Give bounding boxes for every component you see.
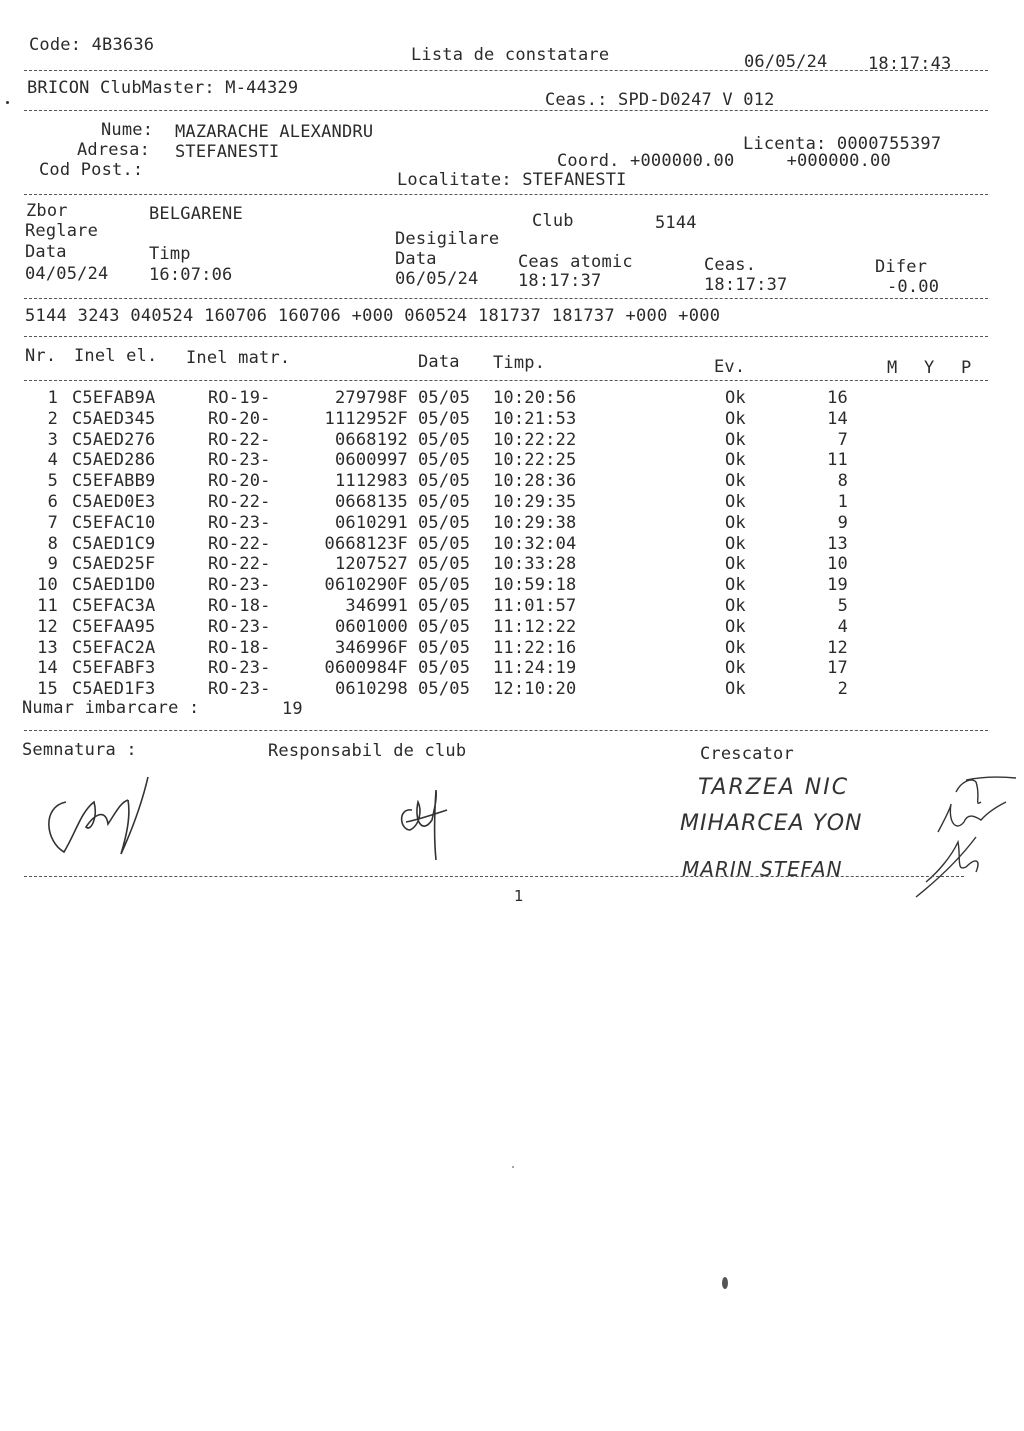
address-label: Adresa:: [77, 140, 151, 160]
table-cell-date: 05/05: [418, 575, 471, 596]
difer-value: -0.00: [887, 277, 940, 297]
table-cell-matr: 0600997: [334, 450, 408, 471]
table-cell-val: 10: [827, 554, 848, 575]
table-cell-time: 12:10:20: [493, 679, 577, 700]
table-cell-pre: RO-23-: [208, 658, 271, 679]
code-line: 5144 3243 040524 160706 160706 +000 060524 181737 181737 +000 +000: [25, 306, 721, 326]
table-cell-date: 05/05: [418, 429, 471, 450]
postcode-label: Cod Post.:: [39, 160, 144, 180]
signature-scribble: [36, 772, 166, 862]
table-cell-time: 10:29:38: [493, 512, 577, 533]
table-cell-val: 7: [837, 429, 848, 450]
table-cell-nr: 11: [37, 596, 58, 616]
table-cell-val: 8: [837, 471, 848, 492]
table-cell-date: 05/05: [418, 408, 471, 429]
club-signature: [392, 780, 462, 870]
license: Licenta: 0000755397: [743, 134, 942, 154]
table-cell-nr: 1: [47, 388, 58, 408]
table-cell-date: 05/05: [418, 388, 471, 408]
table-cell-time: 11:24:19: [493, 658, 577, 679]
table-cell-pre: RO-18-: [208, 637, 271, 658]
table-cell-el: C5EFAC3A: [72, 596, 156, 616]
table-cell-el: C5EFAA95: [72, 616, 156, 637]
table-cell-matr: 1112952F: [324, 408, 408, 429]
speck: [722, 1277, 728, 1289]
table-cell-pre: RO-23-: [208, 512, 271, 533]
table-cell-pre: RO-22-: [208, 533, 271, 554]
club-label: Club: [532, 211, 574, 231]
table-cell-el: C5EFABB9: [72, 471, 156, 492]
table-cell-status: Ok: [725, 429, 746, 450]
table-row: [0, 633, 1000, 658]
table-cell-el: C5AED25F: [72, 554, 156, 575]
table-cell-nr: 2: [47, 408, 58, 429]
table-cell-el: C5EFAC2A: [72, 637, 156, 658]
table-cell-val: 14: [827, 408, 848, 429]
table-cell-el: C5EFABF3: [72, 658, 156, 679]
owner-address: STEFANESTI: [175, 142, 280, 162]
divider: [24, 336, 988, 337]
table-cell-pre: RO-23-: [208, 616, 271, 637]
col-header-y: Y: [924, 358, 935, 378]
table-cell-val: 16: [827, 388, 848, 408]
speck: [512, 1166, 514, 1168]
table-cell-matr: 279798F: [334, 388, 408, 408]
table-cell-date: 05/05: [418, 658, 471, 679]
table-cell-pre: RO-20-: [208, 408, 271, 429]
table-cell-val: 11: [827, 450, 848, 471]
table-cell-date: 05/05: [418, 492, 471, 512]
table-cell-el: C5AED345: [72, 408, 156, 429]
divider: [24, 730, 988, 731]
table-row: [0, 511, 1000, 531]
table-row: [0, 552, 1000, 575]
table-cell-pre: RO-23-: [208, 575, 271, 596]
table-cell-date: 05/05: [418, 450, 471, 471]
system-id: BRICON ClubMaster: M-44329: [27, 78, 299, 98]
col-header-inel-el: Inel el.: [74, 346, 158, 366]
table-cell-status: Ok: [725, 471, 746, 492]
difer-label: Difer: [875, 257, 928, 277]
table-row: [0, 388, 1000, 408]
table-cell-el: C5AED1C9: [72, 533, 156, 554]
name-label: Nume:: [101, 120, 154, 140]
table-cell-nr: 6: [47, 492, 58, 512]
table-cell-val: 12: [827, 637, 848, 658]
table-cell-el: C5AED1F3: [72, 679, 156, 700]
locality: Localitate: STEFANESTI: [397, 170, 627, 190]
table-cell-val: 19: [827, 575, 848, 596]
owner-name: MAZARACHE ALEXANDRU: [175, 122, 374, 142]
clock-id: Ceas.: SPD-D0247 V 012: [545, 90, 775, 110]
table-cell-matr: 0668123F: [324, 533, 408, 554]
table-cell-val: 1: [837, 492, 848, 512]
divider: [24, 876, 964, 877]
code-label: Code: 4B3636: [29, 35, 155, 55]
col-header-timp: Timp.: [493, 353, 546, 373]
data-label: Data: [25, 242, 67, 262]
table-cell-el: C5AED276: [72, 429, 156, 450]
header-date: 06/05/24: [744, 52, 828, 72]
table-cell-nr: 9: [47, 554, 58, 575]
table-cell-pre: RO-22-: [208, 429, 271, 450]
signature-label: Semnatura :: [22, 740, 137, 760]
table-row: [0, 408, 1000, 428]
breeder-signatures: [676, 762, 1016, 902]
table-cell-time: 10:22:22: [493, 429, 577, 450]
header-time: 18:17:43: [868, 54, 952, 74]
table-row: [0, 654, 1000, 679]
table-cell-nr: 5: [47, 471, 58, 492]
table-cell-nr: 3: [47, 429, 58, 450]
divider: [24, 70, 988, 71]
table-cell-time: 10:33:28: [493, 554, 577, 575]
table-cell-val: 9: [837, 512, 848, 533]
table-row: [0, 572, 1000, 596]
table-cell-pre: RO-18-: [208, 596, 271, 616]
table-cell-el: C5AED0E3: [72, 492, 156, 512]
club-value: 5144: [655, 213, 697, 233]
table-row: [0, 613, 1000, 637]
table-cell-matr: 0610290F: [324, 575, 408, 596]
table-cell-nr: 13: [37, 637, 58, 658]
table-cell-val: 5: [837, 596, 848, 616]
timp-label: Timp: [149, 244, 191, 264]
table-cell-nr: 15: [37, 679, 58, 700]
table-cell-date: 05/05: [418, 554, 471, 575]
table-cell-time: 10:29:35: [493, 492, 577, 512]
coordinates: Coord. +000000.00 +000000.00: [557, 151, 891, 171]
col-header-m: M: [887, 358, 898, 378]
ceas-label: Ceas.: [704, 255, 757, 275]
table-cell-time: 10:21:53: [493, 408, 577, 429]
table-cell-pre: RO-22-: [208, 492, 271, 512]
table-cell-status: Ok: [725, 658, 746, 679]
table-cell-date: 05/05: [418, 637, 471, 658]
table-cell-status: Ok: [725, 533, 746, 554]
table-cell-val: 2: [837, 679, 848, 700]
col-header-inel-matr: Inel matr.: [186, 348, 291, 368]
table-cell-matr: 0668192: [334, 429, 408, 450]
table-cell-pre: RO-20-: [208, 471, 271, 492]
page-number: 1: [514, 887, 524, 905]
table-cell-status: Ok: [725, 616, 746, 637]
zbor-label: Zbor: [26, 201, 68, 221]
atomic-clock-label: Ceas atomic: [518, 252, 633, 272]
table-cell-time: 10:59:18: [493, 575, 577, 596]
table-cell-val: 4: [837, 616, 848, 637]
table-cell-time: 10:22:25: [493, 450, 577, 471]
table-cell-status: Ok: [725, 637, 746, 658]
table-cell-time: 11:22:16: [493, 637, 577, 658]
table-cell-nr: 12: [37, 616, 58, 637]
table-cell-date: 05/05: [418, 616, 471, 637]
table-cell-nr: 4: [47, 450, 58, 471]
table-cell-matr: 0601000: [334, 616, 408, 637]
table-cell-status: Ok: [725, 492, 746, 512]
table-cell-time: 11:01:57: [493, 596, 577, 616]
table-cell-matr: 0600984F: [324, 658, 408, 679]
table-cell-date: 05/05: [418, 533, 471, 554]
table-cell-time: 10:28:36: [493, 471, 577, 492]
table-cell-time: 11:12:22: [493, 616, 577, 637]
svg-text:MARIN STEFAN: MARIN STEFAN: [682, 857, 843, 881]
divider: [24, 110, 988, 111]
col-header-p: P: [961, 358, 972, 378]
table-cell-status: Ok: [725, 512, 746, 533]
atomic-clock-time: 18:17:37: [518, 271, 602, 291]
boarding-label: Numar imbarcare :: [22, 698, 200, 718]
table-cell-matr: 1207527: [334, 554, 408, 575]
table-cell-matr: 0610298: [334, 679, 408, 700]
boarding-count: 19: [282, 699, 303, 719]
desigilare-date: 06/05/24: [395, 269, 479, 289]
table-cell-date: 05/05: [418, 471, 471, 492]
table-cell-pre: RO-23-: [208, 450, 271, 471]
divider: [24, 380, 988, 381]
reglare-label: Reglare: [25, 221, 99, 241]
table-cell-matr: 346996F: [334, 637, 408, 658]
reglare-date: 04/05/24: [25, 264, 109, 284]
table-cell-status: Ok: [725, 408, 746, 429]
table-cell-status: Ok: [725, 554, 746, 575]
table-cell-matr: 0668135: [334, 492, 408, 512]
table-cell-status: Ok: [725, 388, 746, 408]
table-cell-date: 05/05: [418, 596, 471, 616]
table-cell-matr: 1112983: [334, 471, 408, 492]
table-cell-nr: 7: [47, 512, 58, 533]
svg-text:TARZEA NIC: TARZEA NIC: [698, 775, 850, 800]
table-cell-nr: 10: [37, 575, 58, 596]
desigilare-label: Desigilare: [395, 229, 500, 249]
speck: [6, 101, 9, 104]
table-cell-el: C5AED1D0: [72, 575, 156, 596]
table-cell-date: 05/05: [418, 679, 471, 700]
table-row: [0, 531, 1000, 554]
table-row: [0, 490, 1000, 510]
club-responsible-label: Responsabil de club: [268, 741, 467, 761]
table-cell-pre: RO-23-: [208, 679, 271, 700]
zbor-value: BELGARENE: [149, 204, 243, 224]
ceas-time: 18:17:37: [704, 275, 788, 295]
table-row: [0, 429, 1000, 449]
table-cell-matr: 346991: [345, 596, 408, 616]
table-cell-el: C5EFAB9A: [72, 388, 156, 408]
col-header-ev: Ev.: [714, 357, 746, 377]
svg-text:MIHARCEA YON: MIHARCEA YON: [680, 811, 863, 836]
table-row: [0, 593, 1000, 616]
table-cell-el: C5AED286: [72, 450, 156, 471]
divider: [24, 194, 988, 195]
table-cell-status: Ok: [725, 679, 746, 700]
reglare-time: 16:07:06: [149, 265, 233, 285]
table-cell-nr: 8: [47, 533, 58, 554]
table-cell-pre: RO-19-: [208, 388, 271, 408]
table-cell-date: 05/05: [418, 512, 471, 533]
col-header-nr: Nr.: [25, 346, 57, 366]
table-cell-time: 10:20:56: [493, 388, 577, 408]
table-cell-val: 17: [827, 658, 848, 679]
table-cell-nr: 14: [37, 658, 58, 679]
table-row: [0, 674, 1000, 700]
table-cell-status: Ok: [725, 450, 746, 471]
table-cell-el: C5EFAC10: [72, 512, 156, 533]
divider: [24, 298, 988, 299]
col-header-data: Data: [418, 352, 460, 372]
document-title: Lista de constatare: [411, 45, 610, 65]
table-row: [0, 470, 1000, 490]
table-cell-status: Ok: [725, 575, 746, 596]
table-cell-pre: RO-22-: [208, 554, 271, 575]
breeder-label: Crescator: [700, 744, 794, 764]
table-cell-status: Ok: [725, 596, 746, 616]
table-cell-val: 13: [827, 533, 848, 554]
table-row: [0, 449, 1000, 469]
table-cell-matr: 0610291: [334, 512, 408, 533]
desigilare-data-label: Data: [395, 249, 437, 269]
table-cell-time: 10:32:04: [493, 533, 577, 554]
